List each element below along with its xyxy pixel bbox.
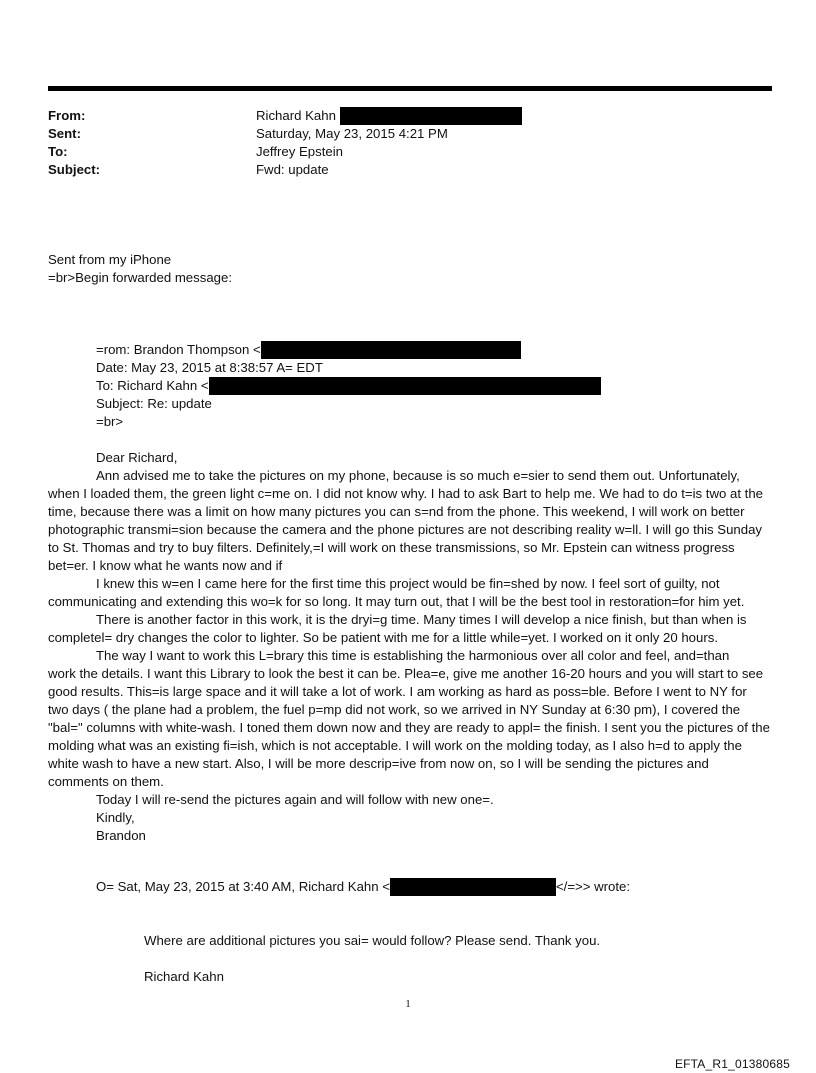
quoted-text: Where are additional pictures you sai= would follow? Please send. Thank you. [144,933,601,948]
paragraph-3-first: There is another factor in this work, it is the dryi=g time. Many times I will develop a nice finish, but than when is [96,612,747,627]
quoted-message [48,932,770,950]
redaction-bar [340,107,522,125]
subject-value: Fwd: update [256,162,329,177]
quoted-attribution [48,878,770,896]
fwd-from-text: =rom: Brandon Thompson < [96,342,261,357]
paragraph-3-rest: completel= dry changes the color to lighter. So be patient with me for a little while=yet. I worked on it only 20 hours. [48,630,718,645]
quoted-signature-block [48,968,770,986]
subject-row [48,161,768,179]
fwd-subject: Subject: Re: update [96,396,212,411]
sent-label: Sent: [48,126,81,141]
quoted-header [48,878,770,896]
paragraph-2-first: I knew this w=en I came here for the first time this project would be fin=shed by now. I feel sort of guilty, not [96,576,720,591]
redaction-bar [390,878,556,896]
fwd-date: Date: May 23, 2015 at 8:38:57 A= EDT [96,360,323,375]
fwd-to-text: To: Richard Kahn < [96,378,209,393]
intro [48,251,770,287]
message-body [48,449,770,845]
to-value: Jeffrey Epstein [256,144,343,159]
bates-number: EFTA_R1_01380685 [674,1057,790,1071]
closing: Kindly, [96,810,135,825]
sent-row [48,125,768,143]
begin-forwarded: =br>Begin forwarded message: [48,270,233,285]
sent-value: Saturday, May 23, 2015 4:21 PM [256,126,448,141]
forwarded-header [48,341,770,431]
salutation: Dear Richard, [96,450,178,465]
signature: Brandon [96,828,146,843]
to-label: To: [48,144,68,159]
email-header [48,107,768,179]
redaction-bar [261,341,521,359]
paragraph-4-rest: work the details. I want this Library to look the best it can be. Plea=e, give me another 16-20 hours and you will start to see good results. This=is large space and it will take a lot of work. I am working as hard as poss=ble. Before I went to NY for two days ( the plane had a problem, the fuel p=mp did not work, so we arrived in NY Sunday at 6:30 pm), I covered the "bal=" columns with white-wash. I toned them down now and they are ready to appl= the finish. I sent you the pictures of the molding what was an existing fi=ish, which is not acceptable. I will work on the molding today, as I also h=d to apply the white wash to have a new start. Also, I will be more descrip=ive from now on, so I will be sending the pictures and comments on them. [48,666,770,789]
quoted-attribution-prefix: O= Sat, May 23, 2015 at 3:40 AM, Richard Kahn < [96,879,390,894]
from-row [48,107,768,125]
header-divider [48,86,772,91]
quoted-attribution-suffix: </=>> wrote: [555,879,631,894]
quoted-signature: Richard Kahn [144,969,224,984]
fwd-from [48,341,770,359]
fwd-to [48,377,770,395]
from-label: From: [48,108,86,123]
paragraph-4-first: The way I want to work this L=brary this time is establishing the harmonious over all color and feel, and=than [96,648,730,663]
page-number: 1 [405,998,411,1010]
paragraph-1-rest: when I loaded them, the green light c=me on. I did not know why. I had to ask Bart to help me. We had to do t=is two at the time, because there was a limit on how many pictures you can s=nd from the phone. This weekend, I will work on better photographic transmi=sion because the camera and the phone pictures are not describing reality w=ll. I will go this Sunday to St. Thomas and try to buy filters. Definitely,=I will work on these transmissions, so Mr. Epstein can witness progress bet=er. I know what he wants now and if [48,486,763,573]
from-value [256,107,522,125]
subject-label: Subject: [48,162,101,177]
sent-from-iphone: Sent from my iPhone [48,252,172,267]
to-row [48,143,768,161]
paragraph-5: Today I will re-send the pictures again and will follow with new one=. [96,792,494,807]
redaction-bar [209,377,601,395]
from-name: Richard Kahn [256,108,336,123]
fwd-br: =br> [96,414,124,429]
paragraph-1-first: Ann advised me to take the pictures on my phone, because is so much e=sier to send them out. Unfortunately, [96,468,740,483]
paragraph-2-rest: communicating and extending this wo=k for so long. It may turn out, that I will be the best tool in restoration=for him yet. [48,594,745,609]
